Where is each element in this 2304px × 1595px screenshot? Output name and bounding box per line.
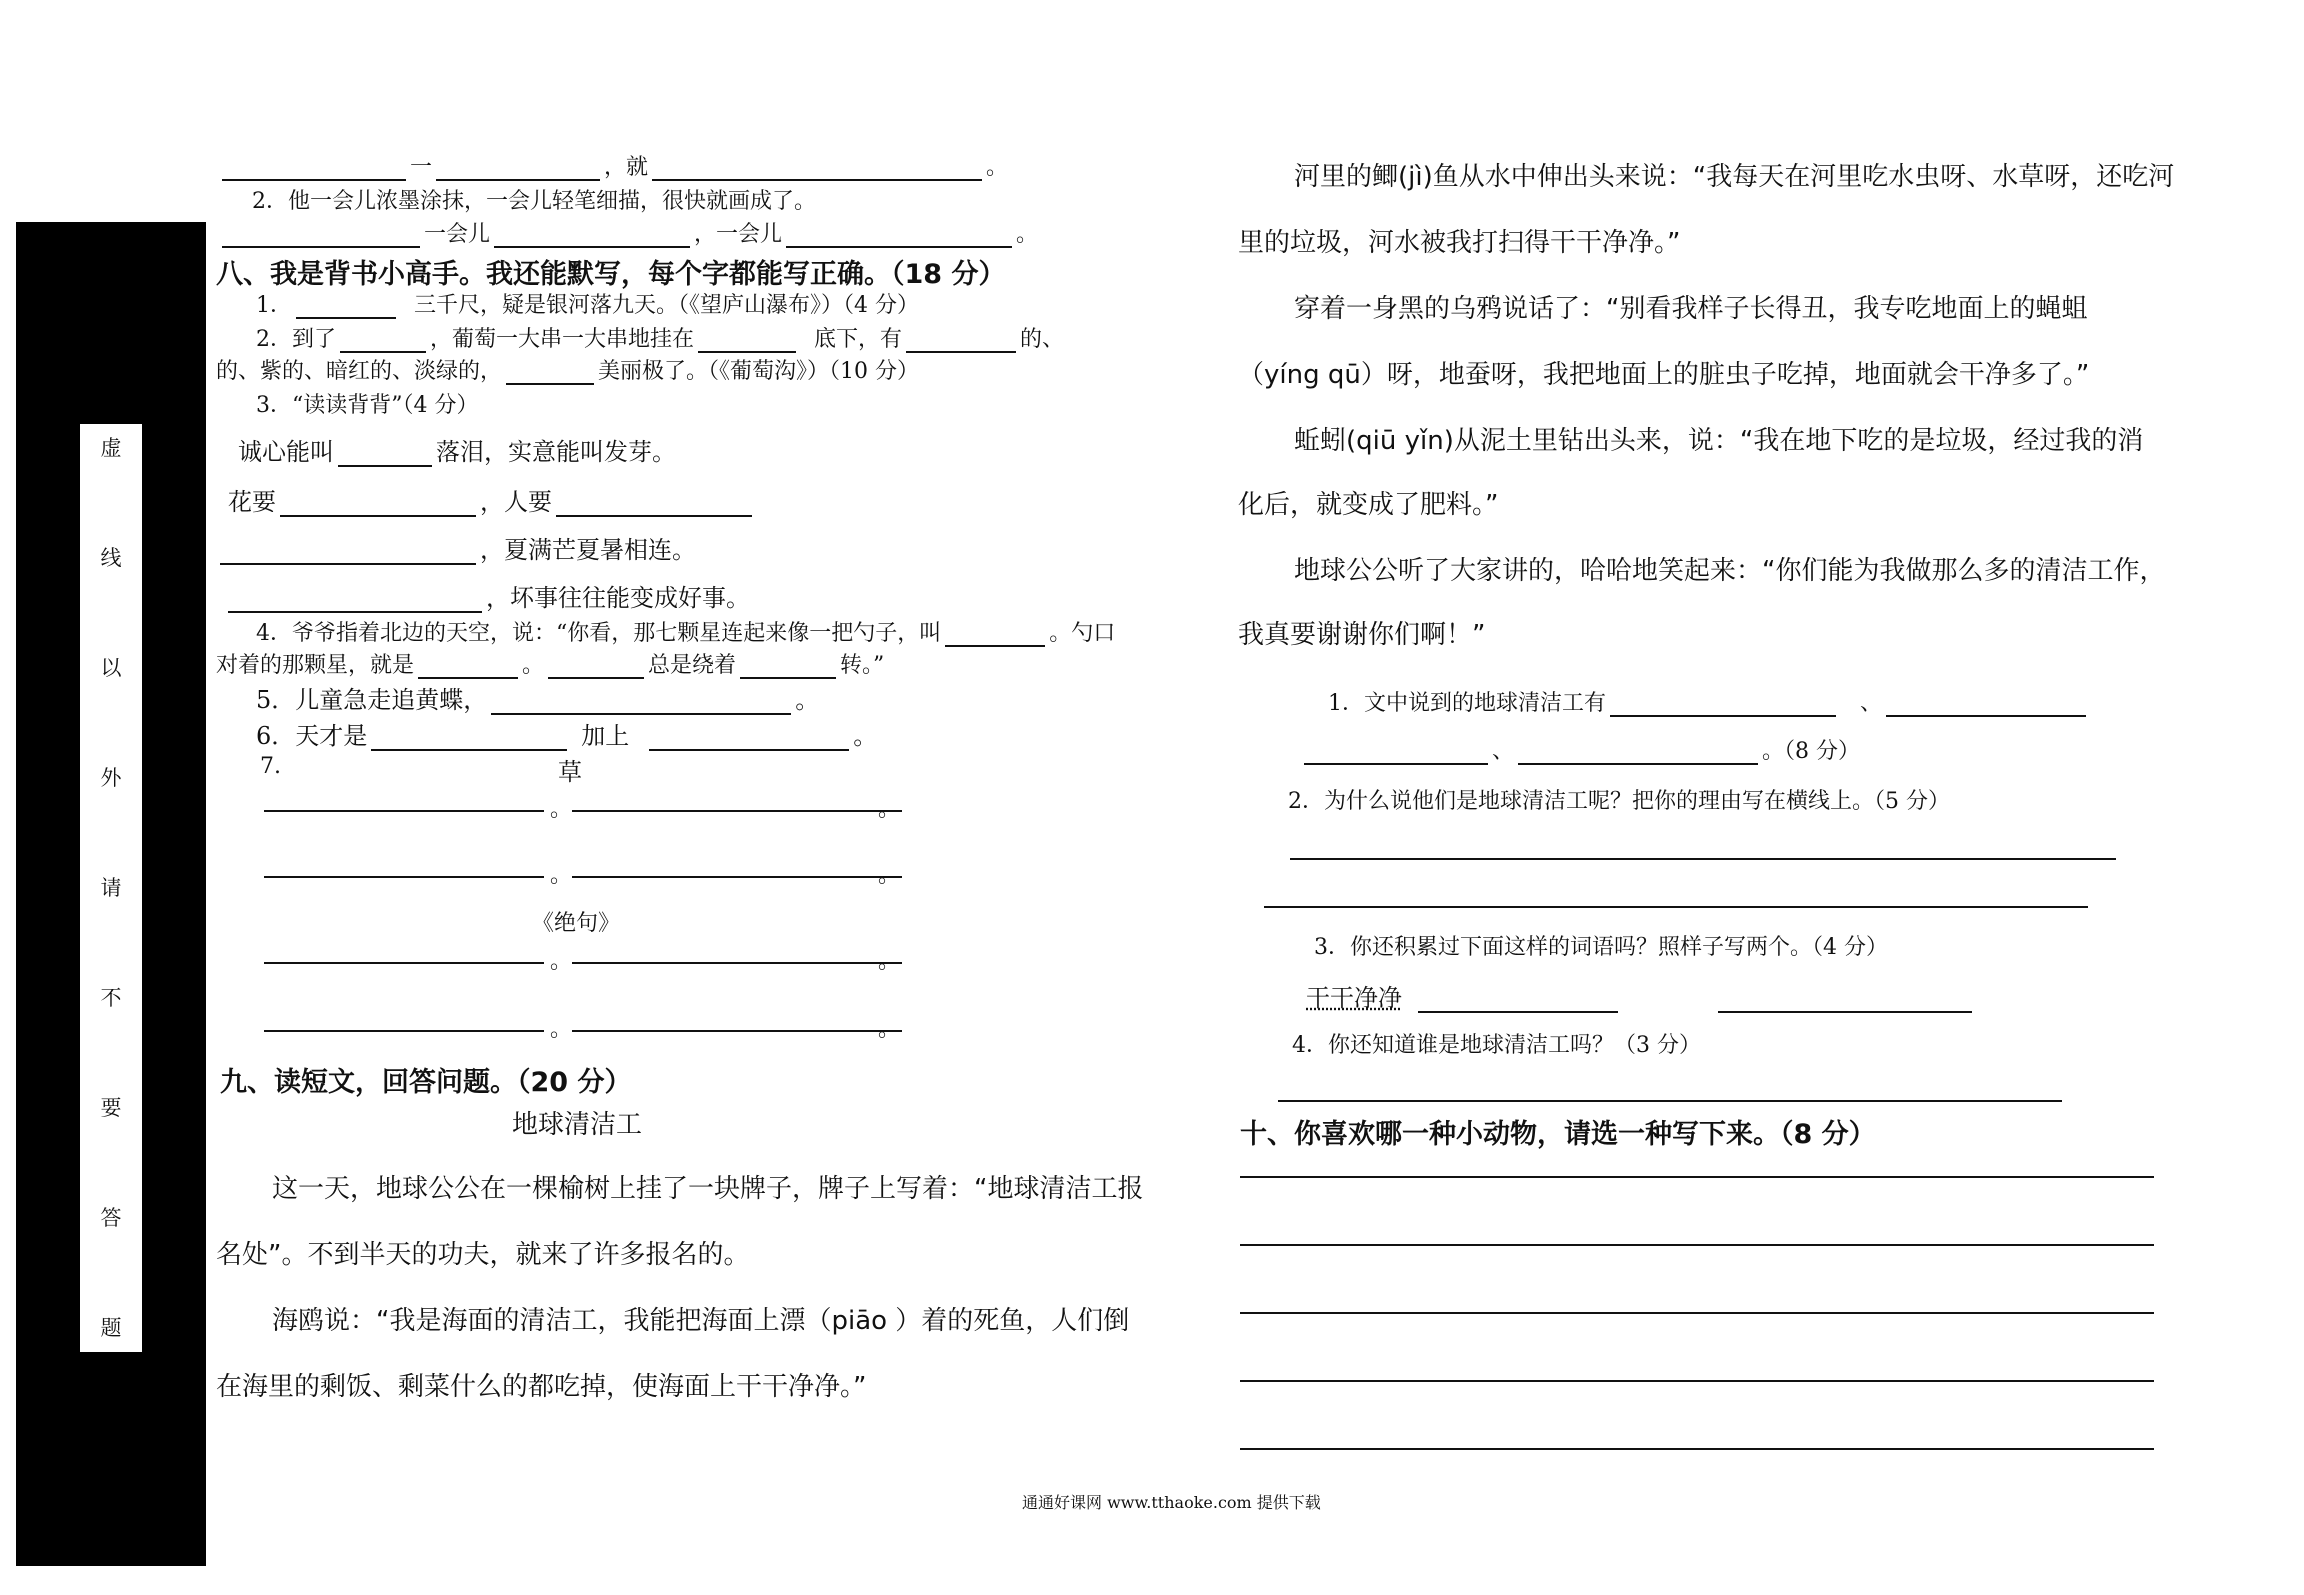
s8-item7-num: 7.	[260, 754, 281, 779]
answer-line[interactable]	[1264, 906, 2088, 908]
answer-line[interactable]	[264, 962, 544, 964]
period: 。	[878, 797, 901, 822]
answer-line[interactable]	[264, 1030, 544, 1032]
poem2-title: 《绝句》	[532, 911, 621, 936]
q3-example: 干干净净	[1306, 978, 1976, 1013]
story-paragraph: 海鸥说：“我是海面的清洁工，我能把海面上漂（piāo ）着的死鱼，人们倒	[272, 1306, 1130, 1336]
story-paragraph: 河里的鲫(jì)鱼从水中伸出头来说：“我每天在河里吃水虫呀、水草呀，还吃河	[1294, 162, 2175, 192]
answer-line[interactable]	[1278, 1100, 2062, 1102]
story-paragraph: 我真要谢谢你们啊！”	[1238, 620, 1486, 650]
q7-line1: 一 ，就 。	[218, 150, 1008, 181]
answer-line[interactable]	[572, 962, 902, 964]
section-8-title: 八、我是背书小高手。我还能默写，每个字都能写正确。（18 分）	[216, 259, 1006, 290]
question-2: 2．为什么说他们是地球清洁工呢？把你的理由写在横线上。（5 分）	[1288, 789, 1950, 814]
answer-line[interactable]	[1240, 1380, 2154, 1382]
notice-char: 请	[100, 876, 122, 900]
notice-char: 答	[100, 1206, 122, 1230]
s8-item3: 3．“读读背背”（4 分）	[256, 393, 479, 418]
q7-item2: 2．他一会儿浓墨涂抹，一会儿轻笔细描，很快就画成了。	[252, 189, 816, 214]
story-title: 地球清洁工	[512, 1110, 643, 1140]
story-paragraph: 名处”。不到半天的功夫，就来了许多报名的。	[216, 1240, 750, 1270]
story-paragraph: （yíng qū）呀，地蚕呀，我把地面上的脏虫子吃掉，地面就会干净多了。”	[1238, 360, 2090, 390]
story-paragraph: 穿着一身黑的乌鸦说话了：“别看我样子长得丑，我专吃地面上的蝇蛆	[1294, 294, 2088, 324]
story-paragraph: 里的垃圾，河水被我打扫得干干净净。”	[1238, 228, 1681, 258]
notice-char: 线	[100, 546, 122, 570]
story-paragraph: 蚯蚓(qiū yǐn)从泥土里钻出头来，说：“我在地下吃的是垃圾，经过我的消	[1294, 426, 2144, 456]
story-paragraph: 这一天，地球公公在一棵榆树上挂了一块牌子，牌子上写着：“地球清洁工报	[272, 1174, 1144, 1204]
s8-item4b: 对着的那颗星，就是 。 总是绕着 转。”	[216, 653, 885, 678]
answer-line[interactable]	[1240, 1448, 2154, 1450]
period: 。	[550, 949, 573, 974]
period: 。	[878, 863, 901, 888]
period: 。	[550, 797, 573, 822]
notice-char: 虚	[100, 436, 122, 460]
s8-item3b: 花要 ，人要	[228, 482, 756, 517]
answer-line[interactable]	[264, 810, 544, 812]
answer-line[interactable]	[1240, 1244, 2154, 1246]
s8-item1: 1． 三千尺，疑是银河落九天。（《望庐山瀑布》）（4 分）	[256, 293, 919, 318]
answer-line[interactable]	[1240, 1176, 2154, 1178]
answer-line[interactable]	[1240, 1312, 2154, 1314]
story-paragraph: 地球公公听了大家讲的，哈哈地笑起来：“你们能为我做那么多的清洁工作，	[1294, 556, 2166, 586]
answer-line[interactable]	[572, 1030, 902, 1032]
question-4: 4．你还知道谁是地球清洁工吗？（3 分）	[1292, 1033, 1701, 1058]
poem1-title: 草	[558, 758, 582, 786]
s8-item5: 5．儿童急走追黄蝶， 。	[256, 686, 820, 714]
story-paragraph: 在海里的剩饭、剩菜什么的都吃掉，使海面上干干净净。”	[216, 1372, 867, 1402]
s8-item4: 4．爷爷指着北边的天空，说：“你看，那七颗星连起来像一把勺子，叫 。勺口	[256, 621, 1116, 646]
notice-char: 外	[100, 766, 122, 790]
notice-char: 以	[100, 656, 122, 680]
s8-item3d: ，坏事往往能变成好事。	[224, 578, 750, 613]
answer-line[interactable]	[1290, 858, 2116, 860]
s8-item3c: ，夏满芒夏暑相连。	[216, 530, 696, 565]
answer-line[interactable]	[572, 810, 902, 812]
section-10-title: 十、你喜欢哪一种小动物，请选一种写下来。（8 分）	[1240, 1119, 1876, 1150]
dashed-line-notice	[80, 424, 142, 1352]
notice-char: 要	[100, 1096, 122, 1120]
q7-line2: 一会儿 ，一会儿 。	[218, 217, 1038, 248]
answer-line[interactable]	[264, 876, 544, 878]
q1-line2: 、 。（8 分）	[1300, 734, 1860, 765]
notice-char: 题	[100, 1316, 122, 1340]
period: 。	[878, 949, 901, 974]
period: 。	[878, 1017, 901, 1042]
period: 。	[550, 863, 573, 888]
s8-item3a: 诚心能叫 落泪，实意能叫发芽。	[238, 438, 676, 466]
answer-line[interactable]	[572, 876, 902, 878]
footer-credit: 通通好课网 www.tthaoke.com 提供下载	[1022, 1493, 1321, 1512]
period: 。	[550, 1017, 573, 1042]
notice-char: 不	[100, 986, 122, 1010]
q1-line1: 1．文中说到的地球清洁工有 、	[1328, 686, 2090, 717]
question-3: 3．你还积累过下面这样的词语吗？照样子写两个。（4 分）	[1314, 935, 1888, 960]
s8-item2b: 的、紫的、暗红的、淡绿的， 美丽极了。（《葡萄沟》）（10 分）	[216, 359, 920, 384]
s8-item6: 6．天才是 加上 。	[256, 722, 878, 750]
s8-item2: 2．到了 ，葡萄一大串一大串地挂在 底下，有 的、	[256, 327, 1065, 352]
story-paragraph: 化后，就变成了肥料。”	[1238, 490, 1499, 520]
section-9-title: 九、读短文，回答问题。（20 分）	[220, 1067, 632, 1098]
